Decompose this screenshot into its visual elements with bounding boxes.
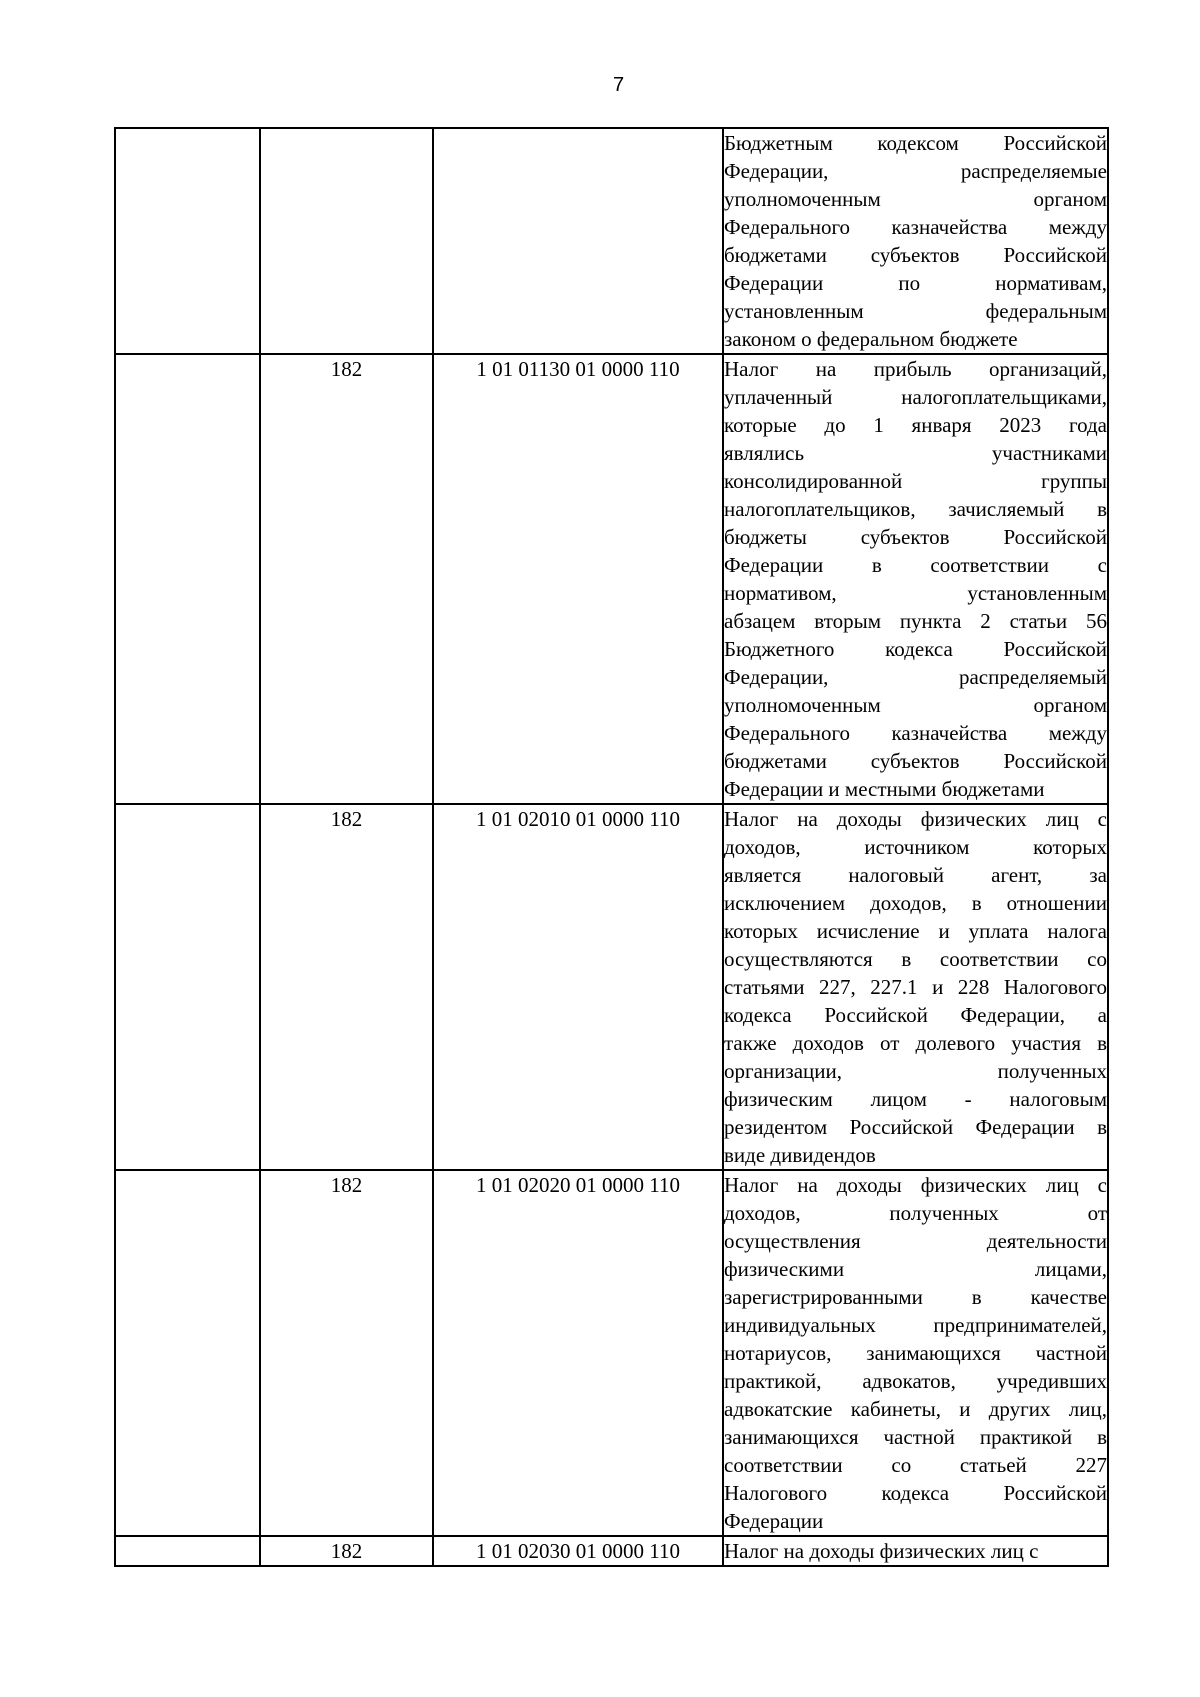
description-line: виде дивидендов [724,1143,876,1167]
description-line: Федерации, распределяемый [724,665,1107,689]
table-row [115,1170,1108,1536]
description-line: практикой, адвокатов, учредивших [724,1369,1107,1393]
description-line: Бюджетного кодекса Российской [724,637,1107,661]
description-cell [723,128,1108,354]
description-line: установленным федеральным [724,299,1107,323]
description-line: уполномоченным органом [724,187,1107,211]
budget-code-cell: 1 01 02010 01 0000 110 [433,804,723,1170]
description-line: индивидуальных предпринимателей, [724,1313,1107,1337]
description-line: нотариусов, занимающихся частной [724,1341,1107,1365]
admin-code-cell [260,128,433,354]
description-cell [723,804,1108,1170]
description-line: физическими лицами, [724,1257,1107,1281]
description-line: которые до 1 января 2023 года [724,413,1107,437]
description-line: Налог на доходы физических лиц с [724,1539,1039,1563]
description-cell [723,1170,1108,1536]
description-line: зарегистрированными в качестве [724,1285,1107,1309]
description-line: являлись участниками [724,441,1107,465]
description-line: уплаченный налогоплательщиками, [724,385,1107,409]
description-line: исключением доходов, в отношении [724,891,1107,915]
description-line: доходов, источником которых [724,835,1107,859]
page-number: 7 [612,74,625,96]
description-line: осуществляются в соответствии со [724,947,1107,971]
description-line: абзацем вторым пункта 2 статьи 56 [724,609,1107,633]
description-line: бюджетами субъектов Российской [724,243,1107,267]
description-line: занимающихся частной практикой в [724,1425,1107,1449]
budget-code-cell: 1 01 01130 01 0000 110 [433,354,723,804]
description-line: Налог на доходы физических лиц с [724,807,1107,831]
description-line: Налог на доходы физических лиц с [724,1173,1107,1197]
description-line: адвокатские кабинеты, и других лиц, [724,1397,1107,1421]
description-line: организации, полученных [724,1059,1107,1083]
description-line: Федерации, распределяемые [724,159,1107,183]
budget-code-cell: 1 01 02030 01 0000 110 [433,1536,723,1566]
description-cell [723,1536,1108,1566]
description-line: доходов, полученных от [724,1201,1107,1225]
description-line: консолидированной группы [724,469,1107,493]
row-number-cell [115,354,260,804]
description-line: бюджетами субъектов Российской [724,749,1107,773]
description-line: налогоплательщиков, зачисляемый в [724,497,1107,521]
revenue-codes-table [114,127,1109,1567]
budget-code-cell [433,128,723,354]
admin-code-cell: 182 [260,804,433,1170]
budget-code-cell: 1 01 02020 01 0000 110 [433,1170,723,1536]
description-line: бюджеты субъектов Российской [724,525,1107,549]
admin-code-cell: 182 [260,354,433,804]
description-line: Федерации в соответствии с [724,553,1107,577]
description-line: соответствии со статьей 227 [724,1453,1107,1477]
description-line: резидентом Российской Федерации в [724,1115,1107,1139]
description-line: Федерации по нормативам, [724,271,1107,295]
table-row [115,804,1108,1170]
description-line: кодекса Российской Федерации, а [724,1003,1107,1027]
description-line: Бюджетным кодексом Российской [724,131,1107,155]
description-line: Налогового кодекса Российской [724,1481,1107,1505]
description-line: Федерального казначейства между [724,721,1107,745]
row-number-cell [115,1536,260,1566]
description-line: Налог на прибыль организаций, [724,357,1107,381]
description-line: Федерации и местными бюджетами [724,777,1045,801]
description-line: уполномоченным органом [724,693,1107,717]
description-line: законом о федеральном бюджете [724,327,1018,351]
table-row [115,354,1108,804]
table-row [115,128,1108,354]
row-number-cell [115,1170,260,1536]
description-cell [723,354,1108,804]
description-line: Федерации [724,1509,824,1533]
admin-code-cell: 182 [260,1170,433,1536]
table-row [115,1536,1108,1566]
description-line: физическим лицом - налоговым [724,1087,1107,1111]
description-line: статьями 227, 227.1 и 228 Налогового [724,975,1107,999]
row-number-cell [115,128,260,354]
description-line: также доходов от долевого участия в [724,1031,1107,1055]
admin-code-cell: 182 [260,1536,433,1566]
row-number-cell [115,804,260,1170]
description-line: осуществления деятельности [724,1229,1107,1253]
description-line: Федерального казначейства между [724,215,1107,239]
description-line: нормативом, установленным [724,581,1107,605]
description-line: которых исчисление и уплата налога [724,919,1107,943]
description-line: является налоговый агент, за [724,863,1107,887]
